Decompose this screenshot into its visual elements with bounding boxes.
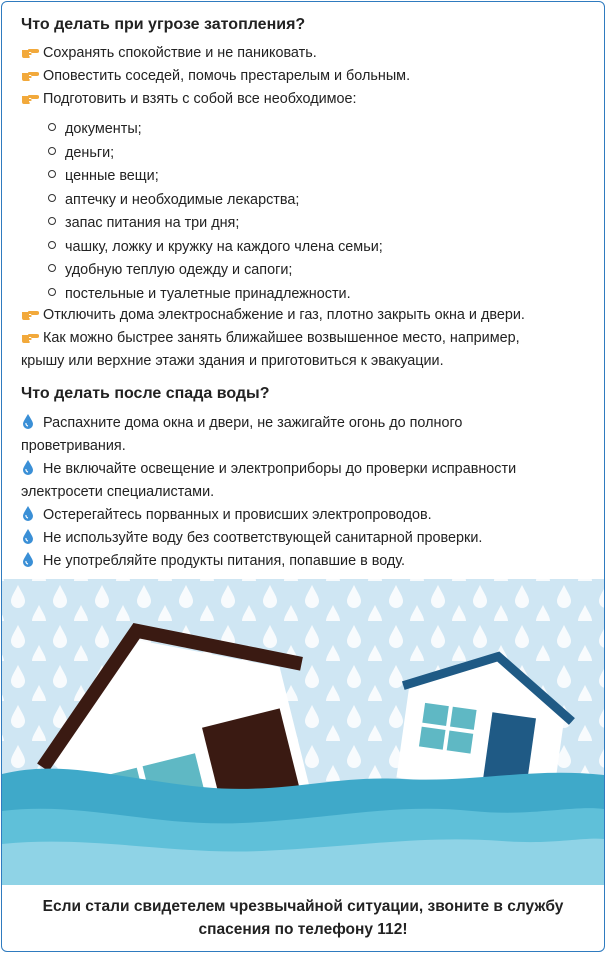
water-drop-icon bbox=[21, 528, 39, 544]
flood-illustration bbox=[2, 579, 604, 885]
list-item: Отключить дома электроснабжение и газ, плотно закрыть окна и двери. bbox=[21, 304, 525, 327]
sub-item: деньги; bbox=[48, 142, 114, 166]
list-item-continuation: электросети специалистами. bbox=[21, 484, 215, 500]
list-item: Оповестить соседей, помочь престарелым и больным. bbox=[21, 65, 410, 88]
sub-item: аптечку и необходимые лекарства; bbox=[48, 189, 299, 213]
section1-heading: Что делать при угрозе затопления? bbox=[21, 16, 306, 33]
pointing-hand-icon bbox=[21, 330, 39, 344]
pointing-hand-icon bbox=[21, 68, 39, 82]
sub-item: чашку, ложку и кружку на каждого члена семьи; bbox=[48, 236, 383, 260]
pointing-hand-icon bbox=[21, 91, 39, 105]
water-drop-icon bbox=[21, 505, 39, 521]
footer-line: Если стали свидетелем чрезвычайной ситуации, звоните в службу bbox=[42, 898, 564, 915]
section2-heading: Что делать после спада воды? bbox=[21, 385, 270, 402]
list-item: Остерегайтесь порванных и провисших электропроводов. bbox=[21, 504, 432, 527]
water-drop-icon bbox=[21, 459, 39, 475]
list-item: Сохранять спокойствие и не паниковать. bbox=[21, 42, 317, 65]
footer-line: спасения по телефону 112! bbox=[198, 921, 408, 938]
emergency-call-footer bbox=[2, 885, 604, 951]
list-item: Не употребляйте продукты питания, попавшие в воду. bbox=[21, 550, 405, 573]
list-item: Не используйте воду без соответствующей санитарной проверки. bbox=[21, 527, 482, 550]
flood-safety-card bbox=[1, 1, 605, 952]
sub-item: постельные и туалетные принадлежности. bbox=[48, 283, 351, 307]
sub-item: документы; bbox=[48, 118, 142, 142]
water-drop-icon bbox=[21, 413, 39, 429]
pointing-hand-icon bbox=[21, 307, 39, 321]
sub-item: запас питания на три дня; bbox=[48, 212, 239, 236]
list-item: Распахните дома окна и двери, не зажигайте огонь до полного bbox=[21, 412, 462, 435]
water-drop-icon bbox=[21, 551, 39, 567]
sub-item: удобную теплую одежду и сапоги; bbox=[48, 259, 292, 283]
sub-item: ценные вещи; bbox=[48, 165, 159, 189]
list-item-continuation: проветривания. bbox=[21, 438, 126, 454]
list-item: Не включайте освещение и электроприборы до проверки исправности bbox=[21, 458, 516, 481]
list-item: Подготовить и взять с собой все необходимое: bbox=[21, 88, 357, 111]
list-item-continuation: крышу или верхние этажи здания и приготовиться к эвакуации. bbox=[21, 353, 444, 369]
pointing-hand-icon bbox=[21, 45, 39, 59]
list-item: Как можно быстрее занять ближайшее возвышенное место, например, bbox=[21, 327, 520, 350]
flood-houses-image bbox=[2, 579, 604, 885]
